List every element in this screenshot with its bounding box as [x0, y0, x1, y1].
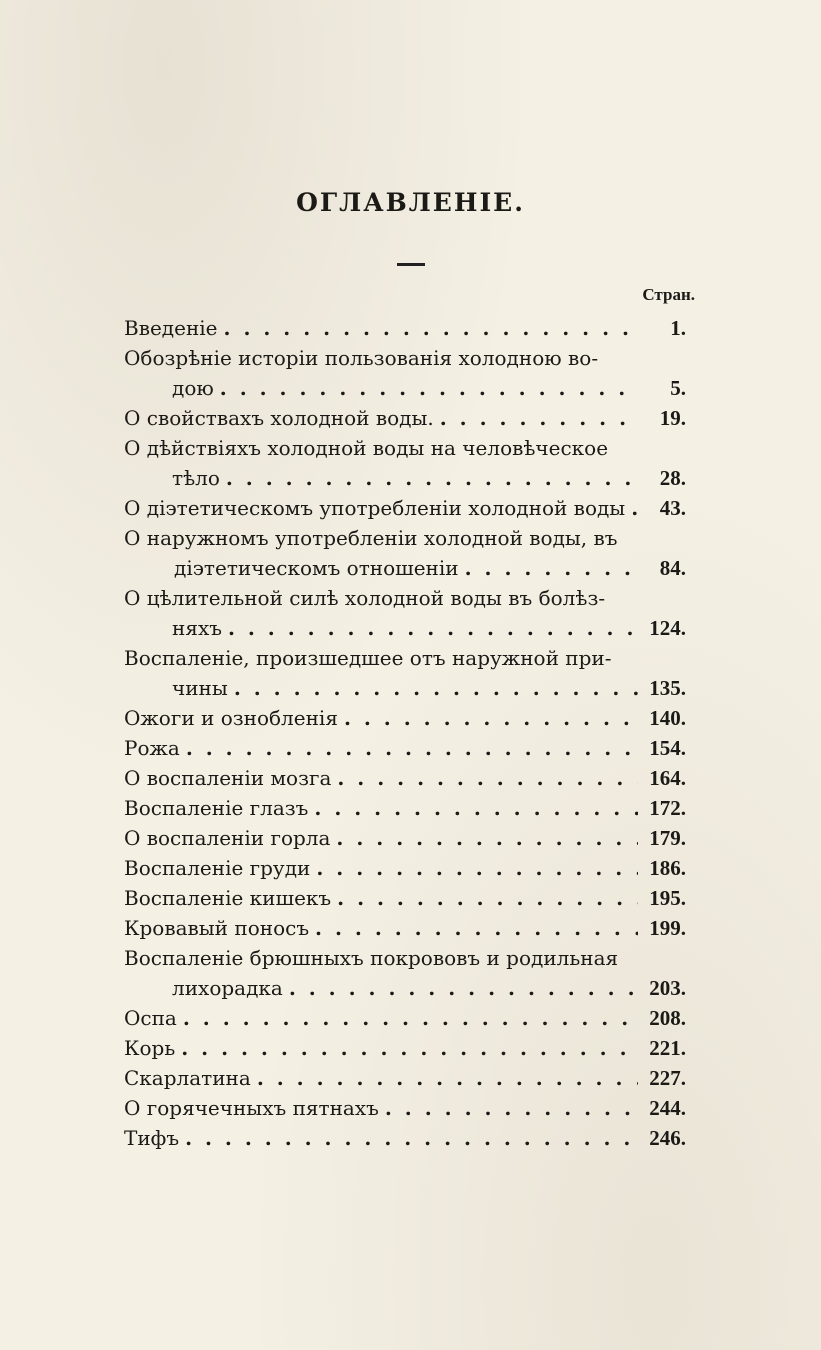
- toc-entry-title: Обозрѣнiе исторiи пользованiя холодною во-: [124, 346, 599, 370]
- toc-entry-page: 1.: [670, 316, 686, 340]
- toc-entry-title: лихорадка: [172, 976, 283, 1000]
- dot-leader: [214, 373, 638, 403]
- toc-entry: [124, 1063, 686, 1093]
- dot-leader: [308, 793, 638, 823]
- toc-entry-page: 203.: [649, 976, 686, 1000]
- dot-leader: [309, 913, 638, 943]
- toc-entry: [124, 1123, 686, 1153]
- toc-line: [124, 583, 686, 613]
- toc-entry: [124, 733, 686, 763]
- toc-entry-title: дою: [172, 376, 214, 400]
- dot-leader: [310, 853, 638, 883]
- toc-entry: [124, 883, 686, 913]
- toc-line: [124, 1003, 686, 1033]
- toc-entry-page: 199.: [649, 916, 686, 940]
- toc-entry: [124, 1093, 686, 1123]
- toc-line: [124, 1093, 686, 1123]
- toc-entry: [124, 433, 686, 493]
- toc-entry-title: тѣло: [172, 466, 220, 490]
- toc-entry-page: 19.: [659, 406, 686, 430]
- toc-entry-page: 208.: [649, 1006, 686, 1030]
- toc-entry-title: Воспаленiе глазъ: [124, 796, 309, 820]
- toc-line: [124, 703, 686, 733]
- toc-line: [124, 853, 686, 883]
- toc-entry: [124, 643, 686, 703]
- toc-entry-page: 140.: [649, 706, 686, 730]
- toc-line: [124, 403, 686, 433]
- toc-entry-page: 227.: [649, 1066, 686, 1090]
- dot-leader: [220, 463, 638, 493]
- dot-leader: [251, 1063, 638, 1093]
- toc-entry: [124, 793, 686, 823]
- toc-entry-page: 195.: [649, 886, 686, 910]
- toc-entry: [124, 493, 686, 523]
- dot-leader: [459, 553, 638, 583]
- toc-entry-title: О свойствахъ холодной воды.: [124, 406, 434, 430]
- toc-entry-title: Воспаленiе кишекъ: [124, 886, 332, 910]
- toc-entry-page: 5.: [670, 376, 686, 400]
- toc-entry-title: чины: [172, 676, 228, 700]
- toc-entry-page: 28.: [659, 466, 686, 490]
- toc-line: [124, 493, 686, 523]
- toc-line: [124, 313, 686, 343]
- dot-leader: [625, 493, 638, 523]
- dot-leader: [179, 1123, 638, 1153]
- toc-line: [124, 643, 686, 673]
- toc-line: [124, 823, 686, 853]
- toc-entry-title: няхъ: [172, 616, 222, 640]
- toc-line: [124, 943, 686, 973]
- toc-entry: [124, 763, 686, 793]
- toc-entry-title: О воспаленiи мозга: [124, 766, 332, 790]
- dot-leader: [379, 1093, 638, 1123]
- dot-leader: [177, 1003, 638, 1033]
- dot-leader: [228, 673, 638, 703]
- toc-line: [124, 373, 686, 403]
- toc-entry-page: 246.: [649, 1126, 686, 1150]
- table-of-contents: [124, 313, 686, 1153]
- toc-line: [124, 433, 686, 463]
- toc-line: [124, 1033, 686, 1063]
- dot-leader: [175, 1033, 638, 1063]
- toc-entry-title: Кровавый поносъ: [124, 916, 310, 940]
- toc-entry-page: 84.: [659, 556, 686, 580]
- toc-entry-title: дiэтетическомъ отношенiи: [174, 556, 459, 580]
- toc-entry-page: 154.: [649, 736, 686, 760]
- toc-entry-title: Воспаленiе, произшедшее отъ наружной при-: [124, 646, 612, 670]
- toc-entry-title: Корь: [124, 1036, 176, 1060]
- toc-entry-title: Ожоги и ознобленiя: [124, 706, 338, 730]
- dot-leader: [330, 823, 638, 853]
- toc-entry: [124, 823, 686, 853]
- dot-leader: [338, 703, 638, 733]
- dot-leader: [222, 613, 638, 643]
- toc-entry: [124, 703, 686, 733]
- toc-entry-title: О горячечныхъ пятнахъ: [124, 1096, 379, 1120]
- toc-entry-title: Воспаленiе брюшныхъ покрововъ и родильная: [124, 946, 619, 970]
- toc-entry: [124, 1003, 686, 1033]
- toc-entry: [124, 853, 686, 883]
- toc-line: [124, 883, 686, 913]
- dot-leader: [283, 973, 638, 1003]
- toc-entry-title: Воспаленiе груди: [124, 856, 311, 880]
- toc-line: [124, 673, 686, 703]
- title-rule: [397, 263, 425, 266]
- toc-line: [124, 973, 686, 1003]
- toc-entry-title: Тифъ: [124, 1126, 180, 1150]
- toc-entry-title: Рожа: [124, 736, 180, 760]
- toc-entry-page: 244.: [649, 1096, 686, 1120]
- dot-leader: [331, 763, 638, 793]
- toc-line: [124, 553, 686, 583]
- toc-line: [124, 793, 686, 823]
- toc-entry-title: О цѣлительной силѣ холодной воды въ болѣз-: [124, 586, 606, 610]
- toc-entry-title: О дiэтетическомъ употребленiи холодной воды: [124, 496, 626, 520]
- toc-line: [124, 463, 686, 493]
- toc-entry-page: 43.: [659, 496, 686, 520]
- toc-line: [124, 1123, 686, 1153]
- toc-entry-page: 172.: [649, 796, 686, 820]
- toc-line: [124, 613, 686, 643]
- toc-entry: [124, 1033, 686, 1063]
- toc-entry-page: 124.: [649, 616, 686, 640]
- toc-entry: [124, 583, 686, 643]
- toc-entry-page: 179.: [649, 826, 686, 850]
- toc-entry: [124, 913, 686, 943]
- page-title: ОГЛАВЛЕНIЕ.: [296, 188, 525, 217]
- dot-leader: [331, 883, 638, 913]
- dot-leader: [180, 733, 638, 763]
- toc-entry: [124, 313, 686, 343]
- toc-entry-title: Введенiе: [124, 316, 218, 340]
- toc-line: [124, 733, 686, 763]
- toc-entry: [124, 943, 686, 1003]
- page-column-header: Стран.: [642, 285, 695, 304]
- toc-entry-title: О наружномъ употребленiи холодной воды, въ: [124, 526, 618, 550]
- toc-line: [124, 763, 686, 793]
- toc-entry: [124, 343, 686, 403]
- toc-line: [124, 913, 686, 943]
- toc-line: [124, 523, 686, 553]
- toc-entry-page: 221.: [649, 1036, 686, 1060]
- toc-line: [124, 343, 686, 373]
- toc-entry-page: 135.: [649, 676, 686, 700]
- toc-entry-title: Скарлатина: [124, 1066, 251, 1090]
- dot-leader: [434, 403, 638, 433]
- dot-leader: [218, 313, 638, 343]
- toc-entry: [124, 403, 686, 433]
- toc-line: [124, 1063, 686, 1093]
- toc-entry-title: О воспаленiи горла: [124, 826, 331, 850]
- toc-entry-title: О дѣйствiяхъ холодной воды на человѣческое: [124, 436, 609, 460]
- toc-entry-page: 164.: [649, 766, 686, 790]
- toc-entry-title: Оспа: [124, 1006, 177, 1030]
- toc-entry: [124, 523, 686, 583]
- toc-entry-page: 186.: [649, 856, 686, 880]
